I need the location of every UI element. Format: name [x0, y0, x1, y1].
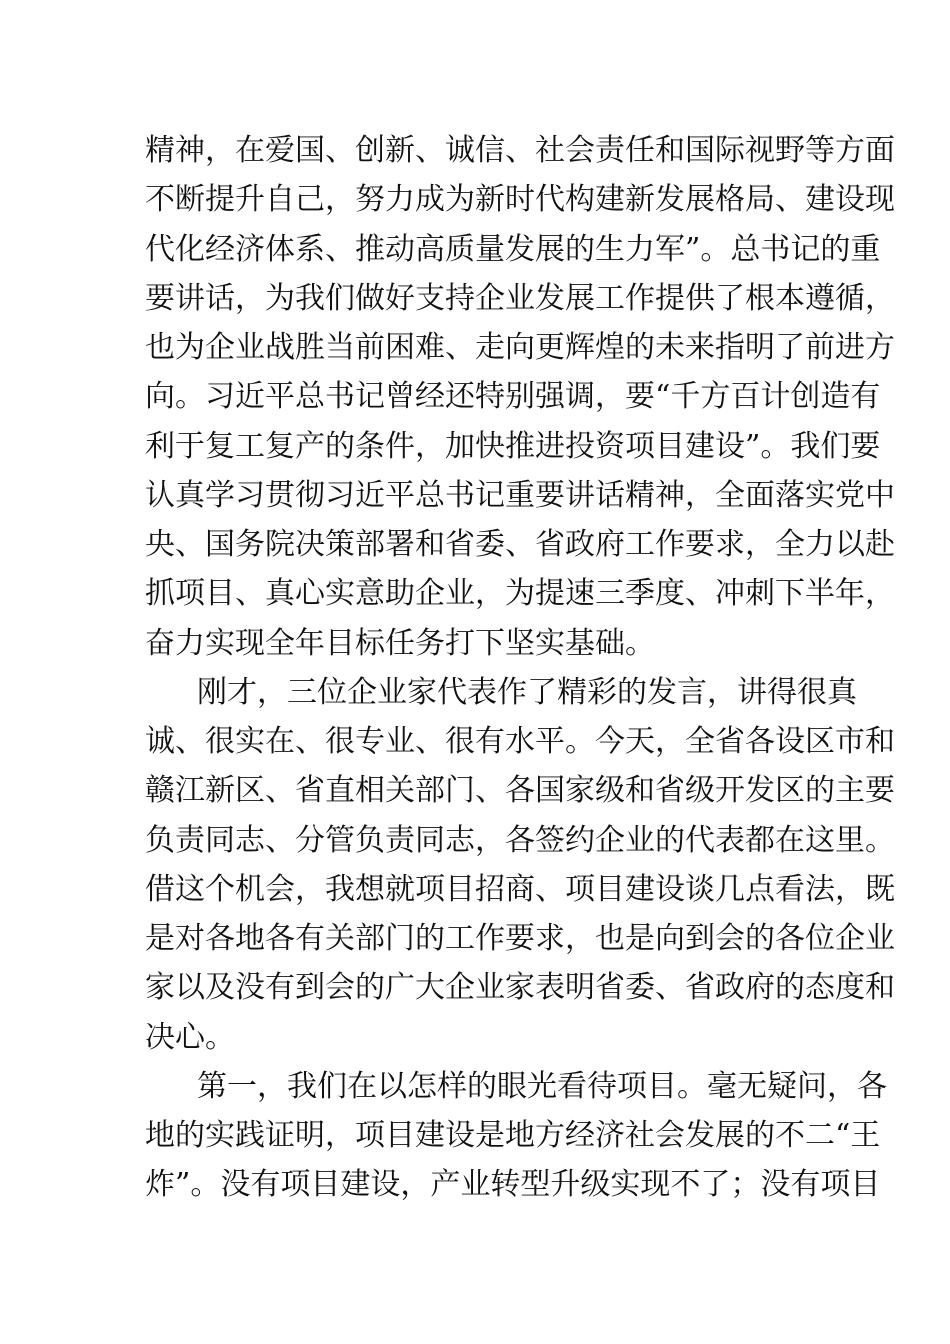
text-line: 赣江新区、省直相关部门、各国家级和省级开发区的主要 [145, 773, 895, 809]
text-line: 抓项目、真心实意助企业，为提速三季度、冲刺下半年， [145, 576, 895, 612]
text-line: 不断提升自己，努力成为新时代构建新发展格局、建设现 [145, 182, 895, 218]
text-line: 向。习近平总书记曾经还特别强调，要“千方百计创造有 [145, 379, 881, 415]
text-line: 决心。 [145, 1019, 235, 1055]
text-line: 是对各地各有关部门的工作要求，也是向到会的各位企业 [145, 921, 895, 956]
text-line: 代化经济体系、推动高质量发展的生力军”。总书记的重 [145, 231, 881, 267]
text-line: 奋力实现全年目标任务打下坚实基础。 [145, 625, 655, 661]
text-line: 地的实践证明，项目建设是地方经济社会发展的不二“王 [145, 1118, 881, 1153]
text-line: 精神，在爱国、创新、诚信、社会责任和国际视野等方面 [145, 133, 895, 168]
text-line: 要讲话，为我们做好支持企业发展工作提供了根本遵循， [145, 280, 895, 316]
text-line-indented: 刚才，三位企业家代表作了精彩的发言，讲得很真 [197, 674, 857, 710]
text-line: 认真学习贯彻习近平总书记重要讲话精神，全面落实党中 [145, 477, 895, 513]
text-line: 也为企业战胜当前困难、走向更辉煌的未来指明了前进方 [145, 330, 895, 365]
text-line: 借这个机会，我想就项目招商、项目建设谈几点看法，既 [145, 871, 895, 907]
text-line: 炸”。没有项目建设，产业转型升级实现不了；没有项目 [145, 1167, 881, 1203]
text-line: 家以及没有到会的广大企业家表明省委、省政府的态度和 [145, 970, 895, 1006]
text-line: 诚、很实在、很专业、很有水平。今天，全省各设区市和 [145, 724, 895, 759]
text-line: 央、国务院决策部署和省委、省政府工作要求，全力以赴 [145, 527, 895, 562]
text-line: 利于复工复产的条件，加快推进投资项目建设”。我们要 [145, 428, 881, 464]
text-line: 负责同志、分管负责同志，各签约企业的代表都在这里。 [145, 822, 895, 858]
text-line-indented: 第一，我们在以怎样的眼光看待项目。毫无疑问，各 [197, 1068, 887, 1104]
body-text [145, 126, 895, 1210]
